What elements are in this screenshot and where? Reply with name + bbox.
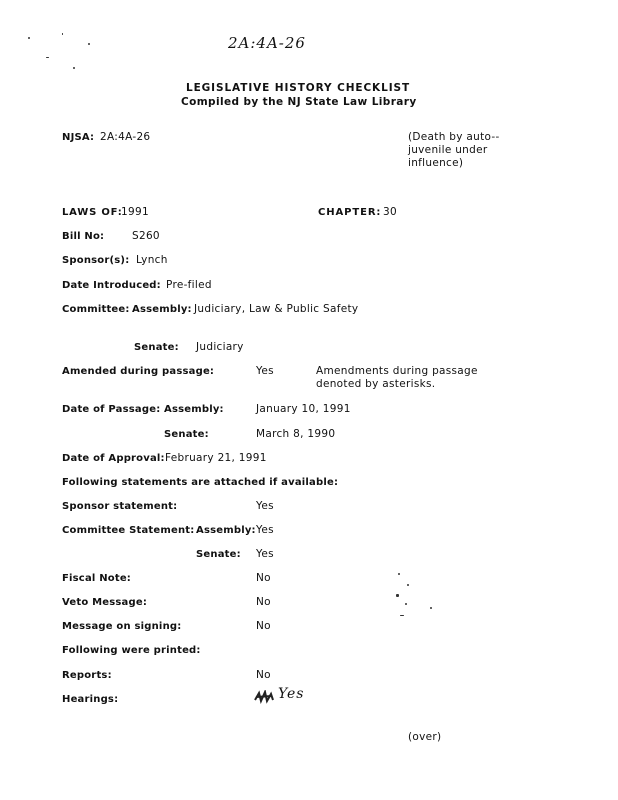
- amended-note-line-2: denoted by asterisks.: [316, 378, 436, 390]
- page-subtitle: Compiled by the NJ State Law Library: [181, 96, 417, 108]
- approval-value: February 21, 1991: [165, 452, 267, 464]
- approval-label: Date of Approval:: [62, 453, 165, 464]
- passage-assembly-value: January 10, 1991: [256, 403, 351, 415]
- message-signing-value: No: [256, 620, 271, 632]
- amended-note-line-1: Amendments during passage: [316, 365, 478, 377]
- fiscal-note-value: No: [256, 572, 271, 584]
- laws-of-value: 1991: [121, 206, 149, 218]
- reports-value: No: [256, 669, 271, 681]
- sponsor-statement-value: Yes: [256, 500, 274, 512]
- passage-senate-label: Senate:: [164, 429, 209, 440]
- committee-label: Committee:: [62, 304, 130, 315]
- hearings-label: Hearings:: [62, 694, 119, 705]
- note-line-1: (Death by auto--: [408, 131, 500, 143]
- date-introduced-value: Pre-filed: [166, 279, 212, 291]
- bill-no-value: S260: [132, 230, 160, 242]
- committee-senate-label: Senate:: [134, 342, 179, 353]
- note-line-3: influence): [408, 157, 464, 169]
- amended-value: Yes: [256, 365, 274, 377]
- committee-assembly-value: Judiciary, Law & Public Safety: [194, 303, 359, 315]
- njsa-label: NJSA:: [62, 132, 95, 143]
- njsa-value: 2A:4A-26: [100, 131, 151, 143]
- date-introduced-label: Date Introduced:: [62, 280, 161, 291]
- note-line-2: juvenile under: [408, 144, 488, 156]
- passage-label: Date of Passage:: [62, 404, 161, 415]
- bill-no-label: Bill No:: [62, 231, 105, 242]
- amended-label: Amended during passage:: [62, 366, 215, 377]
- sponsors-value: Lynch: [136, 254, 168, 266]
- veto-message-label: Veto Message:: [62, 597, 148, 608]
- hearings-value: Yes: [278, 686, 305, 702]
- passage-senate-value: March 8, 1990: [256, 428, 336, 440]
- footer-over: (over): [408, 731, 442, 743]
- committee-statement-assembly-value: Yes: [256, 524, 274, 536]
- chapter-value: 30: [383, 206, 397, 218]
- handwritten-code: 2A:4A-26: [228, 34, 306, 52]
- fiscal-note-label: Fiscal Note:: [62, 573, 131, 584]
- committee-statement-assembly-label: Assembly:: [196, 525, 256, 536]
- sponsors-label: Sponsor(s):: [62, 255, 130, 266]
- reports-label: Reports:: [62, 670, 112, 681]
- laws-of-label: LAWS OF:: [62, 207, 123, 218]
- committee-assembly-label: Assembly:: [132, 304, 192, 315]
- following-printed-heading: Following were printed:: [62, 645, 201, 656]
- sponsor-statement-label: Sponsor statement:: [62, 501, 178, 512]
- page-title: LEGISLATIVE HISTORY CHECKLIST: [186, 82, 411, 94]
- committee-senate-value: Judiciary: [196, 341, 244, 353]
- committee-statement-senate-value: Yes: [256, 548, 274, 560]
- message-signing-label: Message on signing:: [62, 621, 182, 632]
- veto-message-value: No: [256, 596, 271, 608]
- chapter-label: CHAPTER:: [318, 207, 382, 218]
- following-attached-heading: Following statements are attached if available:: [62, 477, 339, 488]
- passage-assembly-label: Assembly:: [164, 404, 224, 415]
- committee-statement-senate-label: Senate:: [196, 549, 241, 560]
- committee-statement-label: Committee Statement:: [62, 525, 195, 536]
- scribble-mark: [253, 690, 275, 704]
